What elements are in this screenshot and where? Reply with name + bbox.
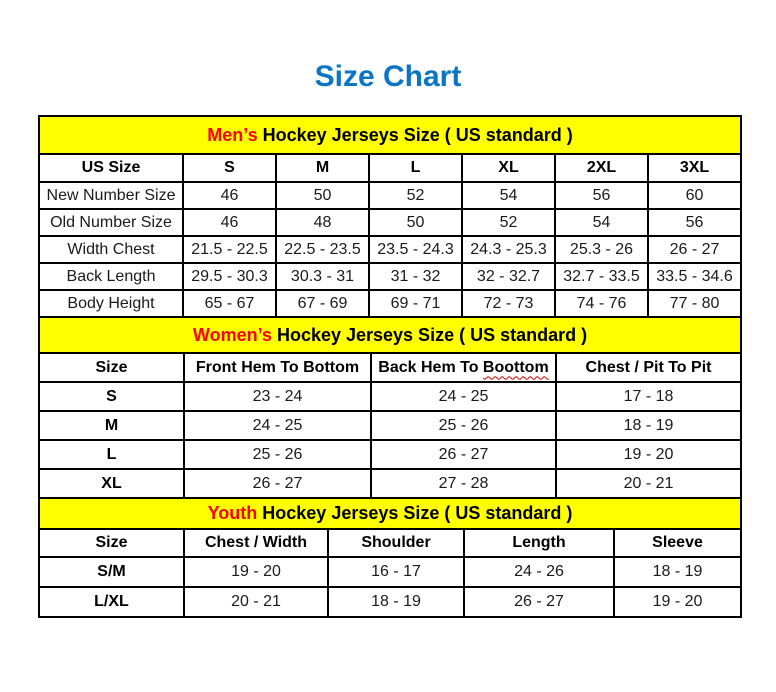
youth-header-row (39, 529, 741, 557)
table-cell: 46 (183, 209, 276, 236)
table-row (39, 382, 741, 411)
table-cell: 23.5 - 24.3 (369, 236, 462, 263)
table-cell: 46 (183, 182, 276, 209)
table-row (39, 182, 741, 209)
womens-heading-highlight: Women’s (192, 324, 272, 345)
table-cell: 60 (648, 182, 741, 209)
table-row (39, 290, 741, 317)
table-cell: 31 - 32 (369, 263, 462, 290)
table-cell: 65 - 67 (183, 290, 276, 317)
mens-heading-highlight: Men’s (207, 124, 258, 145)
mens-heading-rest: Hockey Jerseys Size ( US standard ) (262, 124, 573, 145)
table-cell: 48 (276, 209, 369, 236)
table-cell: 19 - 20 (184, 557, 328, 587)
youth-heading-highlight: Youth (207, 503, 258, 523)
womens-size-table (38, 316, 742, 499)
youth-section-heading (39, 498, 741, 529)
column-header: XL (462, 154, 555, 182)
misspelled-word: Boottom (482, 358, 549, 376)
table-cell: 77 - 80 (648, 290, 741, 317)
table-cell: 19 - 20 (556, 440, 741, 469)
table-cell: 67 - 69 (276, 290, 369, 317)
size-chart (38, 115, 740, 618)
table-cell: 22.5 - 23.5 (276, 236, 369, 263)
table-cell: 17 - 18 (556, 382, 741, 411)
table-cell: 25 - 26 (184, 440, 371, 469)
row-label: Old Number Size (39, 209, 183, 236)
table-cell: 56 (555, 182, 648, 209)
column-header: Front Hem To Bottom (184, 353, 371, 382)
column-header: Size (39, 353, 184, 382)
table-cell: 26 - 27 (184, 469, 371, 498)
row-label: Width Chest (39, 236, 183, 263)
table-cell: 50 (369, 209, 462, 236)
table-cell: 32 - 32.7 (462, 263, 555, 290)
mens-header-row (39, 154, 741, 182)
table-row (39, 469, 741, 498)
table-row (39, 263, 741, 290)
womens-section-heading (39, 317, 741, 353)
table-cell: 18 - 19 (328, 587, 464, 617)
mens-section-heading-row (39, 116, 741, 154)
mens-size-table (38, 115, 742, 318)
table-cell: 27 - 28 (371, 469, 556, 498)
youth-heading-rest: Hockey Jerseys Size ( US standard ) (262, 503, 573, 523)
table-row (39, 209, 741, 236)
column-header: S (183, 154, 276, 182)
column-header: 2XL (555, 154, 648, 182)
column-header: M (276, 154, 369, 182)
row-label: Body Height (39, 290, 183, 317)
table-cell: 20 - 21 (184, 587, 328, 617)
table-cell: 19 - 20 (614, 587, 741, 617)
column-header: L (369, 154, 462, 182)
womens-header-row (39, 353, 741, 382)
table-cell: 18 - 19 (556, 411, 741, 440)
table-cell: 26 - 27 (371, 440, 556, 469)
column-header: Shoulder (328, 529, 464, 557)
table-cell: 52 (369, 182, 462, 209)
size-label: S/M (39, 557, 184, 587)
table-cell: 21.5 - 22.5 (183, 236, 276, 263)
table-cell: 24.3 - 25.3 (462, 236, 555, 263)
column-header-prefix: Back Hem To (378, 358, 483, 376)
womens-heading-rest: Hockey Jerseys Size ( US standard ) (276, 324, 588, 345)
table-cell: 69 - 71 (369, 290, 462, 317)
table-cell: 54 (555, 209, 648, 236)
size-label: M (39, 411, 184, 440)
table-cell: 26 - 27 (464, 587, 614, 617)
youth-section-heading-row (39, 498, 741, 529)
column-header: 3XL (648, 154, 741, 182)
table-row (39, 557, 741, 587)
table-cell: 20 - 21 (556, 469, 741, 498)
table-cell: 54 (462, 182, 555, 209)
womens-section-heading-row (39, 317, 741, 353)
table-cell: 56 (648, 209, 741, 236)
column-header: Chest / Width (184, 529, 328, 557)
table-cell: 16 - 17 (328, 557, 464, 587)
size-label: XL (39, 469, 184, 498)
row-label: Back Length (39, 263, 183, 290)
column-header-misspelled (371, 353, 556, 382)
table-cell: 18 - 19 (614, 557, 741, 587)
table-cell: 50 (276, 182, 369, 209)
column-header: US Size (39, 154, 183, 182)
table-cell: 25 - 26 (371, 411, 556, 440)
table-cell: 24 - 25 (371, 382, 556, 411)
column-header: Size (39, 529, 184, 557)
table-cell: 30.3 - 31 (276, 263, 369, 290)
youth-size-table (38, 497, 742, 618)
column-header: Sleeve (614, 529, 741, 557)
table-cell: 26 - 27 (648, 236, 741, 263)
table-row (39, 440, 741, 469)
table-cell: 32.7 - 33.5 (555, 263, 648, 290)
row-label: New Number Size (39, 182, 183, 209)
column-header: Length (464, 529, 614, 557)
table-row (39, 236, 741, 263)
table-cell: 25.3 - 26 (555, 236, 648, 263)
table-row (39, 587, 741, 617)
table-cell: 24 - 26 (464, 557, 614, 587)
column-header: Chest / Pit To Pit (556, 353, 741, 382)
table-cell: 24 - 25 (184, 411, 371, 440)
size-label: L (39, 440, 184, 469)
table-cell: 72 - 73 (462, 290, 555, 317)
page-title: Size Chart (314, 60, 462, 93)
table-cell: 52 (462, 209, 555, 236)
size-label: S (39, 382, 184, 411)
table-cell: 33.5 - 34.6 (648, 263, 741, 290)
mens-section-heading (39, 116, 741, 154)
table-row (39, 411, 741, 440)
table-cell: 74 - 76 (555, 290, 648, 317)
table-cell: 23 - 24 (184, 382, 371, 411)
table-cell: 29.5 - 30.3 (183, 263, 276, 290)
size-label: L/XL (39, 587, 184, 617)
